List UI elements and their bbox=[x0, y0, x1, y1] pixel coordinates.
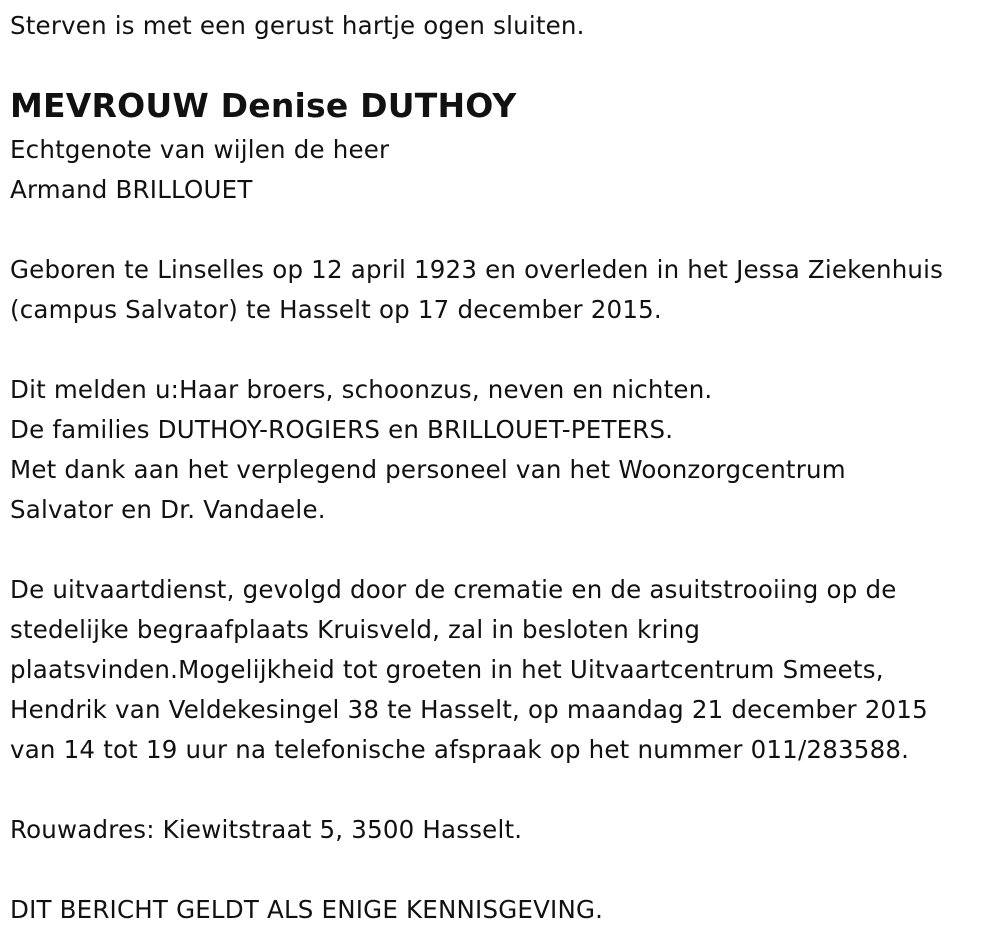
spacer bbox=[10, 850, 990, 890]
spacer bbox=[10, 210, 990, 250]
motto: Sterven is met een gerust hartje ogen sluiten. bbox=[10, 11, 585, 40]
birth-death-line: (campus Salvator) te Hasselt op 17 december 2015. bbox=[10, 295, 662, 324]
deceased-name: MEVROUW Denise DUTHOY bbox=[10, 86, 517, 125]
funeral-line: plaatsvinden.Mogelijkheid tot groeten in het Uitvaartcentrum Smeets, bbox=[10, 655, 884, 684]
mourning-address: Rouwadres: Kiewitstraat 5, 3500 Hasselt. bbox=[10, 815, 523, 844]
spacer bbox=[10, 770, 990, 810]
announcement-line: De families DUTHOY-ROGIERS en BRILLOUET-PETERS. bbox=[10, 415, 674, 444]
announcement-line: Dit melden u:Haar broers, schoonzus, neven en nichten. bbox=[10, 375, 713, 404]
spouse-line: Echtgenote van wijlen de heer bbox=[10, 135, 390, 164]
death-notice bbox=[10, 6, 990, 930]
funeral-line: van 14 tot 19 uur na telefonische afspraak op het nummer 011/283588. bbox=[10, 735, 910, 764]
funeral-line: stedelijke begraafplaats Kruisveld, zal in besloten kring bbox=[10, 615, 701, 644]
announcement-line: Met dank aan het verplegend personeel van het Woonzorgcentrum bbox=[10, 455, 846, 484]
spacer bbox=[10, 330, 990, 370]
announcement-line: Salvator en Dr. Vandaele. bbox=[10, 495, 326, 524]
birth-death-line: Geboren te Linselles op 12 april 1923 en overleden in het Jessa Ziekenhuis bbox=[10, 255, 944, 284]
spacer bbox=[10, 530, 990, 570]
funeral-line: Hendrik van Veldekesingel 38 te Hasselt, op maandag 21 december 2015 bbox=[10, 695, 928, 724]
spouse-name: Armand BRILLOUET bbox=[10, 175, 253, 204]
closing-statement: DIT BERICHT GELDT ALS ENIGE KENNISGEVING. bbox=[10, 895, 604, 924]
funeral-line: De uitvaartdienst, gevolgd door de crematie en de asuitstrooiing op de bbox=[10, 575, 897, 604]
